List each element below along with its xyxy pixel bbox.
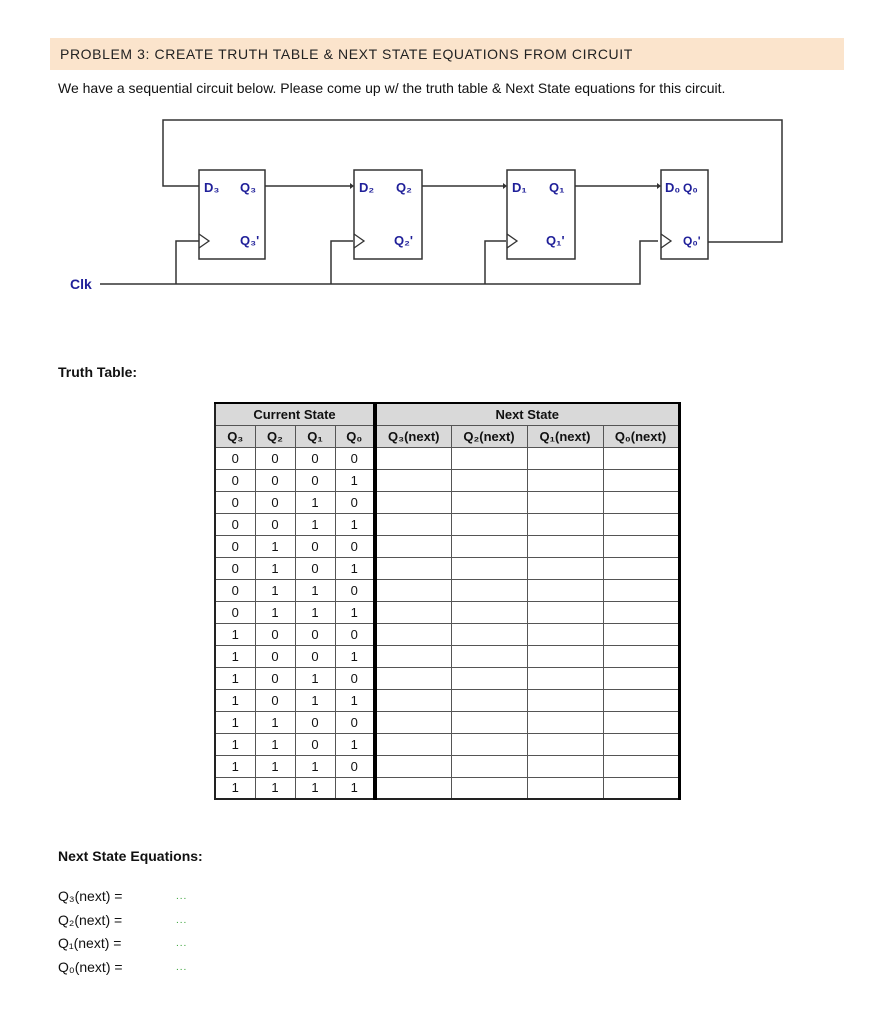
next-state-cell[interactable] <box>451 469 527 491</box>
next-state-cell[interactable] <box>375 777 451 799</box>
equation-q0-label: Q₀(next) = <box>58 958 123 975</box>
next-state-cell[interactable] <box>451 689 527 711</box>
col-header-q0: Q₀ <box>335 425 375 447</box>
next-state-cell[interactable] <box>451 557 527 579</box>
flipflop-1 <box>507 170 575 259</box>
next-state-cell[interactable] <box>375 733 451 755</box>
next-state-cell[interactable] <box>603 733 679 755</box>
current-state-cell: 0 <box>295 623 335 645</box>
current-state-cell: 1 <box>295 755 335 777</box>
table-row <box>215 623 679 645</box>
ff0-qbar-label: Q₀' <box>683 234 701 248</box>
flipflop-2 <box>354 170 422 259</box>
next-state-cell[interactable] <box>451 579 527 601</box>
next-state-cell[interactable] <box>451 645 527 667</box>
current-state-cell: 0 <box>215 513 255 535</box>
table-row <box>215 469 679 491</box>
next-state-cell[interactable] <box>375 755 451 777</box>
equation-q3-label: Q₃(next) = <box>58 888 123 904</box>
next-state-cell[interactable] <box>603 579 679 601</box>
next-state-cell[interactable] <box>451 755 527 777</box>
clock-branch-3 <box>176 241 199 284</box>
current-state-cell: 1 <box>255 733 295 755</box>
equation-q0 <box>58 956 187 980</box>
ff1-q-label: Q₁ <box>549 180 565 195</box>
equation-q1-label: Q₁(next) = <box>58 935 122 951</box>
current-state-cell: 1 <box>295 513 335 535</box>
table-row <box>215 491 679 513</box>
current-state-cell: 1 <box>255 755 295 777</box>
clock-branch-2 <box>331 241 353 284</box>
ff0-d-label: D₀ <box>665 180 681 195</box>
next-state-cell[interactable] <box>451 447 527 469</box>
current-state-cell: 0 <box>255 469 295 491</box>
table-row <box>215 601 679 623</box>
current-state-cell: 0 <box>335 579 375 601</box>
current-state-cell: 1 <box>255 579 295 601</box>
current-state-cell: 0 <box>295 711 335 733</box>
next-state-cell[interactable] <box>451 711 527 733</box>
current-state-cell: 0 <box>335 447 375 469</box>
current-state-cell: 1 <box>295 579 335 601</box>
col-header-q3: Q₃ <box>215 425 255 447</box>
next-state-cell[interactable] <box>451 733 527 755</box>
current-state-cell: 1 <box>295 491 335 513</box>
next-state-cell[interactable] <box>375 513 451 535</box>
next-state-cell[interactable] <box>527 623 603 645</box>
col-header-q1-next: Q₁(next) <box>527 425 603 447</box>
next-state-cell[interactable] <box>375 711 451 733</box>
next-state-cell[interactable] <box>527 557 603 579</box>
equation-q2-value[interactable]: ... <box>176 914 188 926</box>
next-state-cell[interactable] <box>375 557 451 579</box>
table-row <box>215 447 679 469</box>
current-state-cell: 0 <box>295 557 335 579</box>
next-state-cell[interactable] <box>375 689 451 711</box>
ff3-d-label: D₃ <box>204 180 220 195</box>
table-row <box>215 755 679 777</box>
current-state-cell: 1 <box>215 777 255 799</box>
equation-q3 <box>58 885 187 909</box>
next-state-cell[interactable] <box>527 733 603 755</box>
current-state-cell: 1 <box>255 535 295 557</box>
current-state-cell: 0 <box>295 733 335 755</box>
current-state-cell: 1 <box>215 689 255 711</box>
next-state-cell[interactable] <box>603 711 679 733</box>
ff1-d-label: D₁ <box>512 180 527 195</box>
next-state-cell[interactable] <box>451 777 527 799</box>
col-header-q1: Q₁ <box>295 425 335 447</box>
next-state-cell[interactable] <box>527 469 603 491</box>
current-state-cell: 0 <box>335 491 375 513</box>
table-row <box>215 513 679 535</box>
next-state-cell[interactable] <box>375 667 451 689</box>
current-state-cell: 1 <box>215 755 255 777</box>
current-state-cell: 0 <box>215 447 255 469</box>
current-state-cell: 1 <box>335 557 375 579</box>
current-state-cell: 1 <box>335 733 375 755</box>
current-state-cell: 1 <box>215 667 255 689</box>
next-state-cell[interactable] <box>375 645 451 667</box>
truth-table-label: Truth Table: <box>58 364 138 380</box>
current-state-cell: 0 <box>255 491 295 513</box>
equation-q1 <box>58 932 187 956</box>
clock-branch-1 <box>485 241 506 284</box>
ff3-q-label: Q₃ <box>240 180 257 195</box>
next-state-cell[interactable] <box>375 491 451 513</box>
col-header-q0-next: Q₀(next) <box>603 425 679 447</box>
table-row <box>215 689 679 711</box>
table-row <box>215 535 679 557</box>
next-state-cell[interactable] <box>527 689 603 711</box>
table-row <box>215 711 679 733</box>
next-state-cell[interactable] <box>603 667 679 689</box>
ff2-qbar-label: Q₂' <box>394 233 413 248</box>
current-state-cell: 0 <box>215 469 255 491</box>
next-state-cell[interactable] <box>527 579 603 601</box>
current-state-cell: 0 <box>215 557 255 579</box>
flipflop-3 <box>199 170 265 259</box>
current-state-cell: 0 <box>295 535 335 557</box>
table-row <box>215 645 679 667</box>
next-state-cell[interactable] <box>375 579 451 601</box>
current-state-cell: 1 <box>215 711 255 733</box>
current-state-cell: 0 <box>335 623 375 645</box>
truth-table <box>214 402 681 800</box>
current-state-cell: 0 <box>215 491 255 513</box>
equations-label: Next State Equations: <box>58 848 203 864</box>
current-state-cell: 0 <box>335 755 375 777</box>
current-state-cell: 0 <box>215 535 255 557</box>
current-state-cell: 1 <box>295 601 335 623</box>
current-state-cell: 1 <box>335 777 375 799</box>
ff2-d-label: D₂ <box>359 180 375 195</box>
table-row <box>215 733 679 755</box>
next-state-cell[interactable] <box>375 469 451 491</box>
next-state-cell[interactable] <box>375 601 451 623</box>
current-state-cell: 1 <box>295 667 335 689</box>
next-state-header: Next State <box>375 403 679 425</box>
next-state-cell[interactable] <box>603 491 679 513</box>
next-state-cell[interactable] <box>451 535 527 557</box>
next-state-cell[interactable] <box>527 513 603 535</box>
next-state-cell[interactable] <box>603 513 679 535</box>
current-state-cell: 1 <box>255 711 295 733</box>
next-state-cell[interactable] <box>527 601 603 623</box>
current-state-header: Current State <box>215 403 375 425</box>
current-state-cell: 0 <box>295 645 335 667</box>
table-row <box>215 667 679 689</box>
current-state-cell: 1 <box>335 513 375 535</box>
table-row <box>215 777 679 799</box>
next-state-cell[interactable] <box>375 623 451 645</box>
next-state-cell[interactable] <box>603 777 679 799</box>
next-state-cell[interactable] <box>527 667 603 689</box>
next-state-cell[interactable] <box>527 535 603 557</box>
next-state-cell[interactable] <box>603 557 679 579</box>
table-row <box>215 557 679 579</box>
next-state-cell[interactable] <box>451 513 527 535</box>
equation-q3-value[interactable]: ... <box>176 891 188 902</box>
current-state-cell: 0 <box>255 645 295 667</box>
next-state-cell[interactable] <box>603 689 679 711</box>
flipflop-0 <box>661 170 708 259</box>
equations-list <box>58 885 187 979</box>
next-state-cell[interactable] <box>375 535 451 557</box>
next-state-cell[interactable] <box>603 755 679 777</box>
col-header-q3-next: Q₃(next) <box>375 425 451 447</box>
current-state-cell: 0 <box>335 535 375 557</box>
circuit-diagram <box>0 0 896 340</box>
problem-title: PROBLEM 3: CREATE TRUTH TABLE & NEXT STATE EQUATIONS FROM CIRCUIT <box>60 46 633 62</box>
table-row <box>215 579 679 601</box>
clock-label: Clk <box>70 276 92 292</box>
current-state-cell: 1 <box>215 623 255 645</box>
current-state-cell: 1 <box>215 645 255 667</box>
current-state-cell: 0 <box>215 601 255 623</box>
next-state-cell[interactable] <box>527 755 603 777</box>
next-state-cell[interactable] <box>603 623 679 645</box>
current-state-cell: 1 <box>335 469 375 491</box>
next-state-cell[interactable] <box>603 645 679 667</box>
ff3-qbar-label: Q₃' <box>240 233 260 248</box>
current-state-cell: 1 <box>295 689 335 711</box>
next-state-cell[interactable] <box>527 645 603 667</box>
next-state-cell[interactable] <box>603 447 679 469</box>
current-state-cell: 0 <box>295 447 335 469</box>
current-state-cell: 0 <box>255 513 295 535</box>
current-state-cell: 1 <box>295 777 335 799</box>
col-header-q2: Q₂ <box>255 425 295 447</box>
current-state-cell: 1 <box>215 733 255 755</box>
next-state-cell[interactable] <box>603 601 679 623</box>
next-state-cell[interactable] <box>451 491 527 513</box>
current-state-cell: 0 <box>255 689 295 711</box>
problem-intro: We have a sequential circuit below. Please come up w/ the truth table & Next State equations for this circuit. <box>58 80 726 96</box>
current-state-cell: 0 <box>335 667 375 689</box>
current-state-cell: 0 <box>255 623 295 645</box>
next-state-cell[interactable] <box>527 491 603 513</box>
next-state-cell[interactable] <box>451 667 527 689</box>
next-state-cell[interactable] <box>527 711 603 733</box>
equation-q2-label: Q₂(next) = <box>58 911 123 928</box>
current-state-cell: 1 <box>335 645 375 667</box>
ff1-qbar-label: Q₁' <box>546 233 565 248</box>
ff0-q-label: Q₀ <box>683 181 698 195</box>
next-state-cell[interactable] <box>527 777 603 799</box>
equation-q0-value[interactable]: ... <box>176 961 188 973</box>
current-state-cell: 0 <box>255 667 295 689</box>
current-state-cell: 1 <box>335 601 375 623</box>
current-state-cell: 0 <box>335 711 375 733</box>
current-state-cell: 1 <box>255 601 295 623</box>
next-state-cell[interactable] <box>451 601 527 623</box>
next-state-cell[interactable] <box>603 469 679 491</box>
current-state-cell: 0 <box>255 447 295 469</box>
col-header-q2-next: Q₂(next) <box>451 425 527 447</box>
ff2-q-label: Q₂ <box>396 180 412 195</box>
current-state-cell: 0 <box>295 469 335 491</box>
equation-q2 <box>58 909 187 933</box>
current-state-cell: 1 <box>255 777 295 799</box>
next-state-cell[interactable] <box>451 623 527 645</box>
next-state-cell[interactable] <box>527 447 603 469</box>
current-state-cell: 1 <box>335 689 375 711</box>
equation-q1-value[interactable]: ... <box>176 938 188 949</box>
next-state-cell[interactable] <box>603 535 679 557</box>
next-state-cell[interactable] <box>375 447 451 469</box>
current-state-cell: 0 <box>215 579 255 601</box>
current-state-cell: 1 <box>255 557 295 579</box>
